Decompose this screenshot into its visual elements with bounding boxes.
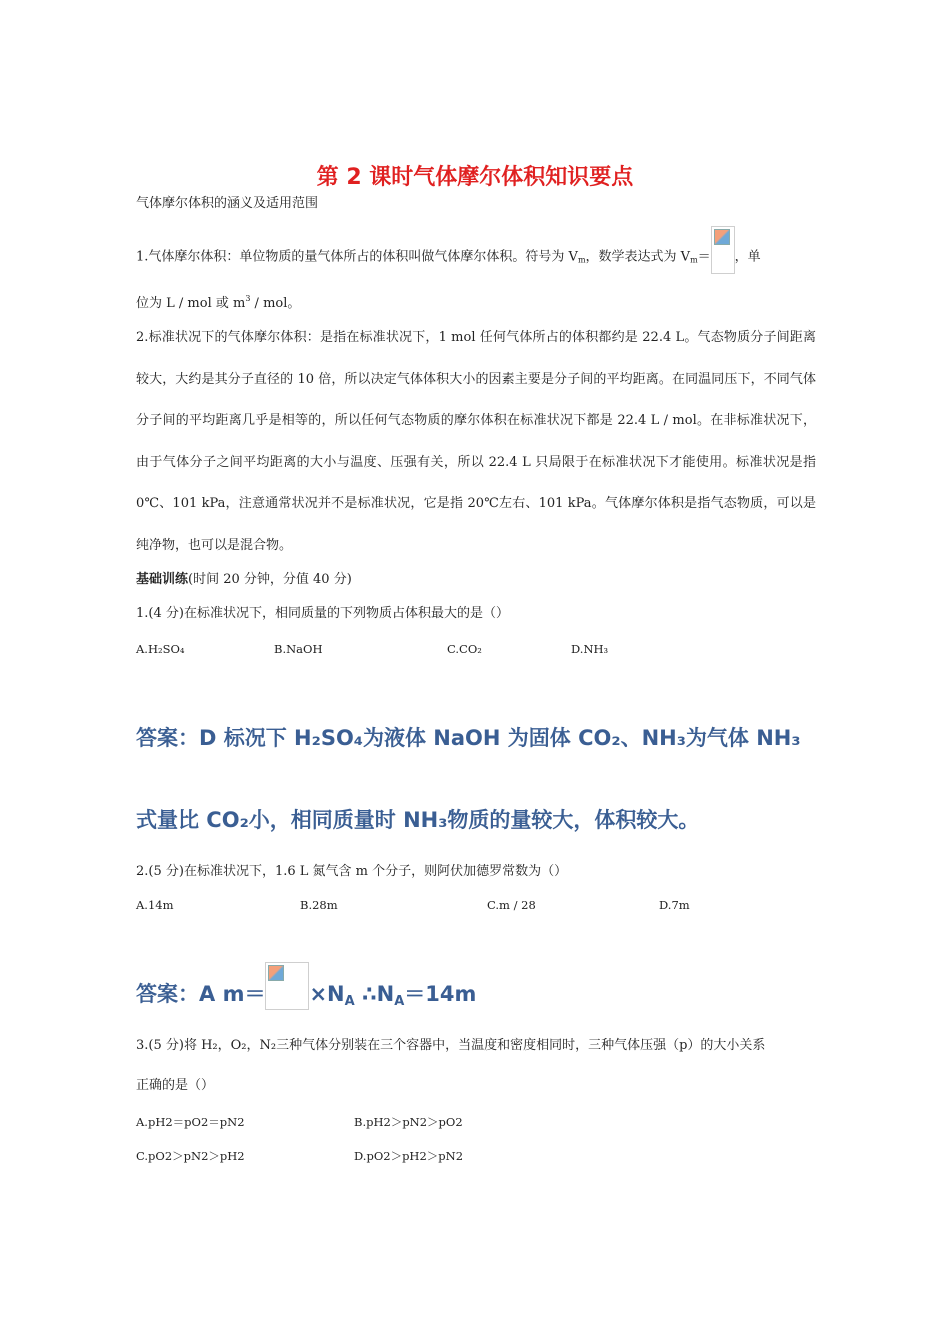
q1-option-a: A.H₂SO₄ bbox=[136, 642, 185, 656]
p1-unit-b: / mol。 bbox=[250, 296, 301, 311]
a1-line2: 式量比 CO₂小，相同质量时 NH₃物质的量较大，体积较大。 bbox=[136, 808, 700, 832]
q3-option-c: C.pO2＞pN2＞pH2 bbox=[136, 1149, 245, 1163]
a2-sub-a: A bbox=[344, 994, 355, 1009]
p1-line1 bbox=[136, 240, 761, 274]
a2-prefix: 答案：A m＝ bbox=[136, 982, 266, 1006]
p2-paragraph: 2.标准状况下的气体摩尔体积：是指在标准状况下，1 mol 任何气体所占的体积都约是 22.4 L。气态物质分子间距离较大，大约是其分子直径的 10 倍，所以决定气体体积大小的因素主要是分子间的平均距离。在同温同压下，不同气体分子间的平均距离几乎是相等的，所以任何气态物质的摩尔体积在标准状况下都是 22.4 L / mol。在非标准状况下，由于气体分子之间平均距离的大小与温度、压强有关，所以 22.4 L 只局限于在标准状况下才能使用。标准状况是指 0℃、101 kPa，注意通常状况并不是标准状况，它是指 20℃左右、101 kPa。气体摩尔体积是指气态物质，可以是纯净物，也可以是混合物。 bbox=[136, 330, 816, 553]
training-heading bbox=[136, 570, 352, 590]
a2-end: ＝14m bbox=[404, 982, 477, 1006]
q2-option-a: A.14m bbox=[136, 898, 174, 912]
training-label: 基础训练 bbox=[136, 572, 189, 587]
q2-stem: 2.(5 分)在标准状况下，1.6 L 氮气含 m 个分子，则阿伏加德罗常数为（） bbox=[136, 864, 568, 879]
formula-image-icon bbox=[711, 226, 735, 274]
page-title: 第 2 课时气体摩尔体积知识要点 bbox=[316, 165, 634, 190]
q3-option-d: D.pO2＞pH2＞pN2 bbox=[354, 1149, 464, 1163]
q1-option-c: C.CO₂ bbox=[447, 642, 482, 656]
formula-image-icon-2 bbox=[265, 962, 309, 1010]
a1-line1: 答案：D 标况下 H₂SO₄为液体 NaOH 为固体 CO₂、NH₃为气体 NH₃ bbox=[136, 726, 801, 750]
q1-stem: 1.(4 分)在标准状况下，相同质量的下列物质占体积最大的是（） bbox=[136, 606, 509, 621]
a2-sub-a2: A bbox=[394, 994, 405, 1009]
q3-option-a: A.pH2＝pO2＝pN2 bbox=[136, 1115, 245, 1129]
q2-option-b: B.28m bbox=[300, 898, 338, 912]
q2-option-c: C.m / 28 bbox=[487, 898, 536, 912]
p1-text-a: 1.气体摩尔体积：单位物质的量气体所占的体积叫做气体摩尔体积。符号为 V bbox=[136, 249, 578, 265]
p1-eq: ＝ bbox=[697, 249, 711, 265]
p1-line2 bbox=[136, 294, 300, 314]
p1-unit-a: 位为 L / mol 或 m bbox=[136, 296, 246, 311]
q1-option-b: B.NaOH bbox=[274, 642, 323, 656]
p1-sub-m2: m bbox=[690, 255, 698, 265]
q3-stem-line1: 3.(5 分)将 H₂，O₂，N₂三种气体分别装在三个容器中，当温度和密度相同时，三种气体压强（p）的大小关系 bbox=[136, 1038, 766, 1053]
p1-text-b: ，数学表达式为 V bbox=[585, 249, 691, 265]
p1-sup3: 3 bbox=[245, 294, 251, 303]
a2-tail: ∴N bbox=[354, 982, 395, 1006]
q3-stem-line2: 正确的是（） bbox=[136, 1078, 215, 1093]
q1-option-d: D.NH₃ bbox=[571, 642, 609, 656]
q3-option-b: B.pH2＞pN2＞pO2 bbox=[354, 1115, 463, 1129]
q2-option-d: D.7m bbox=[659, 898, 690, 912]
p1-text-c: ，单 bbox=[734, 249, 761, 265]
a2-suffix: ×N bbox=[309, 982, 345, 1006]
a2-line bbox=[136, 978, 476, 1010]
section-heading: 气体摩尔体积的涵义及适用范围 bbox=[136, 196, 319, 211]
training-note: (时间 20 分钟，分值 40 分) bbox=[188, 572, 352, 587]
p1-sub-m: m bbox=[577, 255, 586, 265]
